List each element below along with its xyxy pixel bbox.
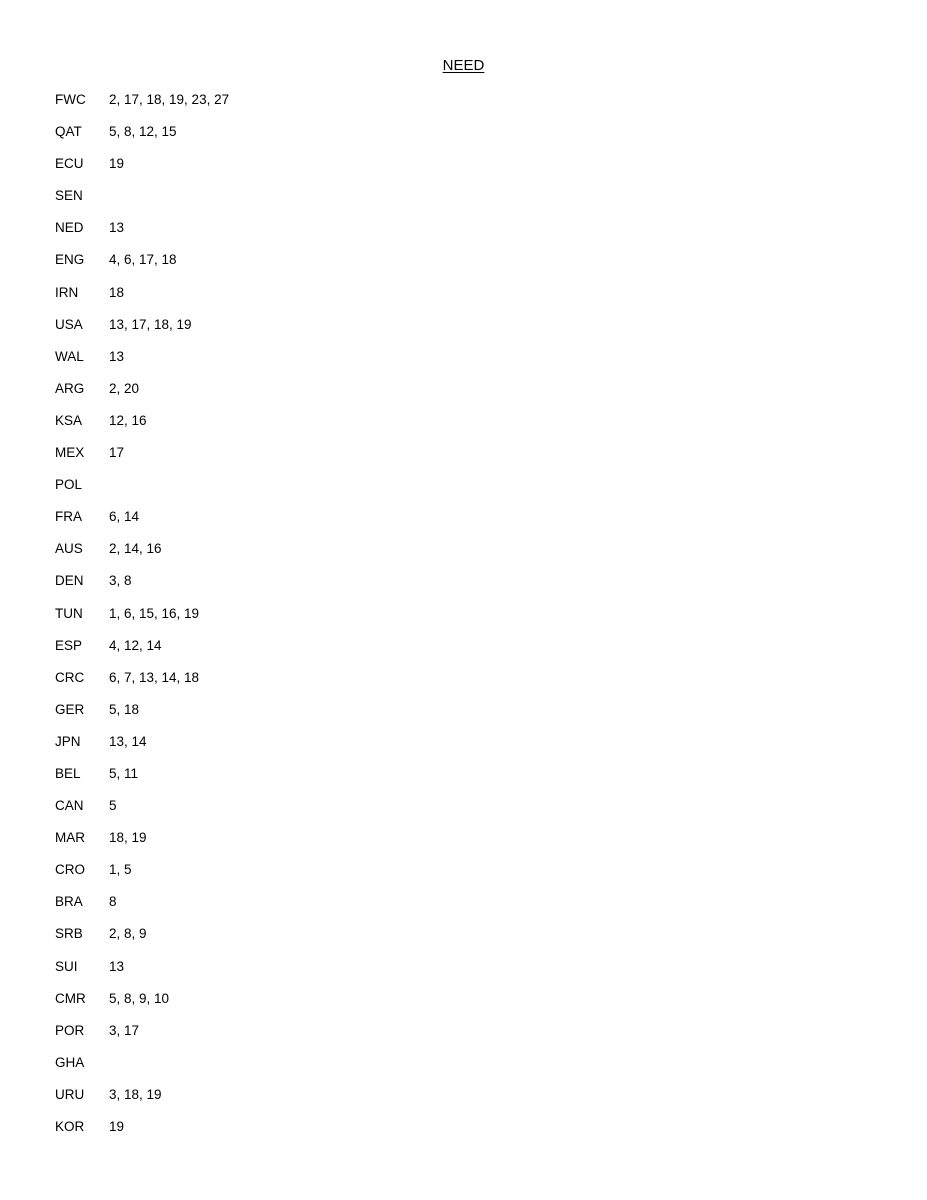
team-code: NED — [55, 220, 84, 236]
team-code: SUI — [55, 958, 78, 974]
sticker-numbers: 13, 14 — [109, 733, 147, 749]
sticker-numbers: 18 — [109, 284, 125, 300]
sticker-numbers: 19 — [109, 156, 125, 172]
list-item — [55, 122, 875, 154]
sticker-numbers: 5, 8, 12, 15 — [109, 124, 177, 140]
team-code: MAR — [55, 830, 85, 846]
list-item — [55, 636, 875, 668]
list-item — [55, 250, 875, 282]
sticker-numbers: 18, 19 — [109, 830, 147, 846]
sticker-numbers: 4, 6, 17, 18 — [109, 252, 177, 268]
list-item — [55, 379, 875, 411]
team-code: SEN — [55, 188, 83, 204]
team-code: POL — [55, 477, 83, 493]
team-code: CRC — [55, 669, 85, 685]
page-title: NEED — [442, 57, 485, 74]
team-code: SRB — [55, 926, 83, 942]
sticker-numbers: 2, 8, 9 — [109, 926, 147, 942]
team-code: FWC — [55, 92, 86, 107]
team-code: WAL — [55, 348, 84, 364]
list-item — [55, 475, 875, 507]
sticker-numbers: 5, 8, 9, 10 — [109, 990, 170, 1006]
team-code: KOR — [55, 1119, 85, 1134]
sticker-numbers: 19 — [109, 1119, 125, 1134]
sticker-numbers: 12, 16 — [109, 412, 147, 428]
team-code: MEX — [55, 445, 85, 461]
team-code: ARG — [55, 380, 85, 396]
team-code: ECU — [55, 156, 84, 172]
list-item — [55, 1085, 875, 1117]
team-code: CMR — [55, 990, 86, 1006]
list-item — [55, 539, 875, 571]
sticker-numbers: 3, 8 — [109, 573, 132, 589]
team-code: CRO — [55, 862, 85, 878]
list-item — [55, 860, 875, 892]
sticker-numbers: 1, 6, 15, 16, 19 — [109, 605, 200, 621]
list-item — [55, 1117, 875, 1149]
sticker-numbers: 3, 18, 19 — [109, 1086, 162, 1102]
list-item — [55, 924, 875, 956]
sticker-numbers: 5 — [109, 798, 117, 814]
list-item — [55, 828, 875, 860]
team-code: USA — [55, 316, 83, 332]
list-item — [55, 507, 875, 539]
team-code: IRN — [55, 284, 79, 300]
team-code: ENG — [55, 252, 85, 268]
list-item — [55, 764, 875, 796]
sticker-numbers: 5, 18 — [109, 701, 140, 717]
list-item — [55, 218, 875, 250]
sticker-numbers: 2, 17, 18, 19, 23, 27 — [109, 92, 230, 107]
list-item — [55, 700, 875, 732]
list-item — [55, 604, 875, 636]
list-item — [55, 283, 875, 315]
list-item — [55, 732, 875, 764]
team-code: GER — [55, 701, 85, 717]
sticker-numbers: 3, 17 — [109, 1022, 140, 1038]
sticker-numbers: 8 — [109, 894, 117, 910]
team-code: AUS — [55, 541, 83, 557]
team-code: CAN — [55, 798, 84, 814]
list-item — [55, 571, 875, 603]
list-item — [55, 186, 875, 218]
sticker-numbers: 6, 14 — [109, 509, 140, 525]
sticker-numbers: 2, 20 — [109, 380, 140, 396]
team-code: BEL — [55, 765, 81, 781]
sticker-numbers: 4, 12, 14 — [109, 637, 162, 653]
team-code: QAT — [55, 124, 82, 140]
sticker-numbers: 13 — [109, 220, 125, 236]
sticker-numbers: 13, 17, 18, 19 — [109, 316, 192, 332]
sticker-numbers: 5, 11 — [109, 765, 139, 781]
needs-list — [55, 90, 875, 1149]
sticker-numbers: 13 — [109, 958, 125, 974]
sticker-numbers: 13 — [109, 348, 125, 364]
list-item — [55, 989, 875, 1021]
list-item — [55, 1053, 875, 1085]
team-code: GHA — [55, 1054, 85, 1070]
team-code: URU — [55, 1086, 85, 1102]
list-item — [55, 411, 875, 443]
team-code: FRA — [55, 509, 82, 525]
list-item — [55, 154, 875, 186]
team-code: BRA — [55, 894, 83, 910]
list-item — [55, 443, 875, 475]
team-code: TUN — [55, 605, 83, 621]
sticker-numbers: 2, 14, 16 — [109, 541, 162, 557]
sticker-numbers: 6, 7, 13, 14, 18 — [109, 669, 200, 685]
team-code: DEN — [55, 573, 84, 589]
list-item — [55, 957, 875, 989]
list-item — [55, 668, 875, 700]
team-code: POR — [55, 1022, 85, 1038]
sticker-numbers: 1, 5 — [109, 862, 132, 878]
list-item — [55, 1021, 875, 1053]
list-item — [55, 892, 875, 924]
list-item — [55, 796, 875, 828]
team-code: JPN — [55, 733, 81, 749]
list-item — [55, 315, 875, 347]
list-item — [55, 90, 875, 122]
list-item — [55, 347, 875, 379]
team-code: ESP — [55, 637, 83, 653]
team-code: KSA — [55, 412, 83, 428]
sticker-numbers: 17 — [109, 445, 125, 461]
